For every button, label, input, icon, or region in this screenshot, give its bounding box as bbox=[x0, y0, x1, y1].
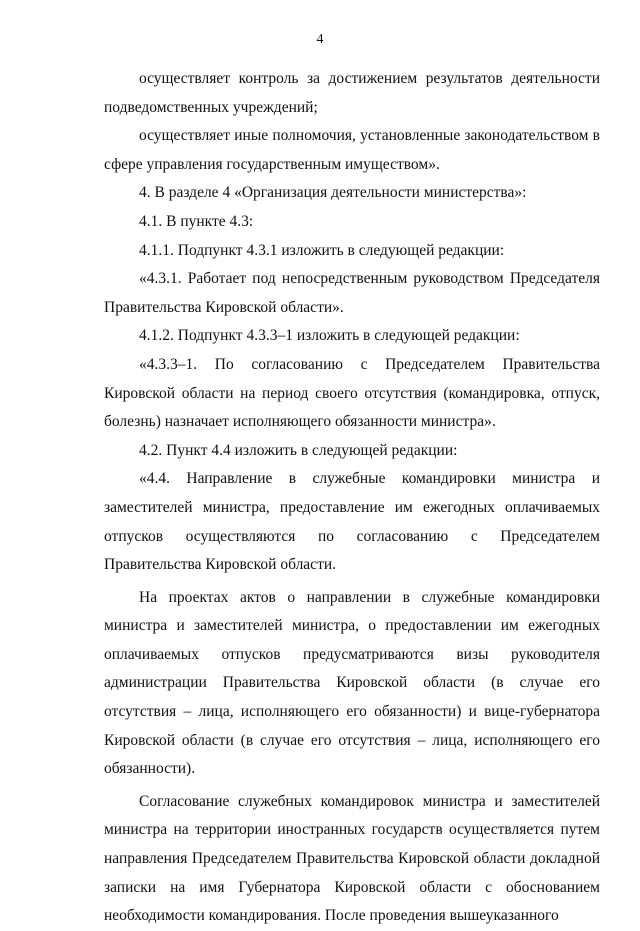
document-body bbox=[104, 65, 600, 931]
paragraph-quote-4-3-3-1: «4.3.3–1. По согласованию с Председателем Правительства Кировской области на период своего отсутствия (командировка, отпуск, болезнь) назначает исполняющего обязанности министра». bbox=[104, 355, 600, 431]
paragraph-item-4-2: 4.2. Пункт 4.4 изложить в следующей редакции: bbox=[139, 441, 458, 459]
paragraph-section-4: 4. В разделе 4 «Организация деятельности министерства»: bbox=[139, 184, 527, 202]
paragraph-other-powers: осуществляет иные полномочия, установленные законодательством в сфере управления государственным имуществом». bbox=[104, 127, 600, 173]
page-number: 4 bbox=[316, 32, 324, 47]
paragraph-item-4-1-1: 4.1.1. Подпункт 4.3.1 изложить в следующей редакции: bbox=[139, 241, 505, 259]
paragraph-quote-4-4: «4.4. Направление в служебные командировки министра и заместителей министра, предоставление им ежегодных оплачиваемых отпусков осуществляются по согласованию с Председателем Правительства Кировской области. bbox=[104, 470, 600, 574]
paragraph-foreign-trips: Согласование служебных командировок министра и заместителей министра на территории иностранных государств осуществляется путем направления Председателем Правительства Кировской области докладной записки на имя Губернатора Кировской области с обоснованием необходимости командирования. После проведения вышеуказанного bbox=[104, 792, 600, 925]
paragraph-control-results: осуществляет контроль за достижением результатов деятельности подведомственных учреждений; bbox=[104, 70, 600, 116]
paragraph-item-4-1-2: 4.1.2. Подпункт 4.3.3–1 изложить в следующей редакции: bbox=[139, 327, 520, 345]
paragraph-quote-4-3-1: «4.3.1. Работает под непосредственным руководством Председателя Правительства Кировской области». bbox=[104, 270, 600, 316]
paragraph-item-4-1: 4.1. В пункте 4.3: bbox=[139, 212, 254, 230]
paragraph-visas: На проектах актов о направлении в служебные командировки министра и заместителей министра, о предоставлении им ежегодных оплачиваемых отпусков предусматриваются визы руководителя администрации Правительства Кировской области (в случае его отсутствия – лица, исполняющего его обязанности) и вице-губернатора Кировской области (в случае его отсутствия – лица, исполняющего его обязанности). bbox=[104, 588, 600, 778]
